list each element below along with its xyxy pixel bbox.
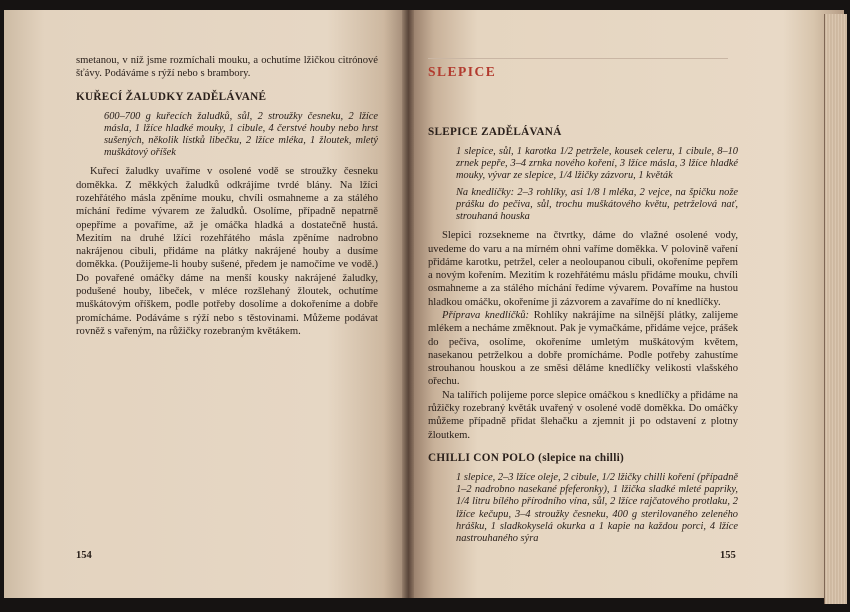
knedlicky-subheading: Příprava knedlíčků: [442,310,530,321]
serving-slepice: Na talířích polijeme porce slepice omáčkou s knedlíčky a přidáme na růžičky rozebraný květák uvařený v osolené vodě doměkka. Do omáčky můžeme případně přidat šlehačku a zjemnit ji po odstavení z plotny žloutkem. [428,389,738,441]
instructions-slepice: Slepici rozsekneme na čtvrtky, dáme do vlažné osolené vody, uvedeme do varu a na mírném ohni vaříme doměkka. V polovině vaření přidáme karotku, petržel, celer a neoloupanou cibuli, okořeníme pepřem a novým kořením. Mezitím k rozehřátému máslu přidáme mouku, chvíli osmahneme a za stálého míchání ředíme vývarem. Povaříme na hustou hladkou omáčku, okořeníme ji zázvorem a zavaříme do ní knedlíčky. [428,230,738,308]
recipe-title-kureci-zaludky: KUŘECÍ ŽALUDKY ZADĚLÁVANÉ [76,90,267,103]
left-intro-paragraph: smetanou, v níž jsme rozmíchali mouku, a ochutíme lžičkou citrónové šťávy. Podáváme s rýží nebo s brambory. [76,55,378,80]
instructions-kureci-zaludky: Kuřecí žaludky uvaříme v osolené vodě se stroužky česneku doměkka. Z měkkých žaludků odkrájíme tvrdé blány. Na lžíci rozehřátého másla zpěníme mouku, chvíli osmahneme a za stálého míchání ředíme vývarem ze žaludků. Osolíme, případně nepatrně opepříme a povaříme, až je omáčka hladká a dostatečně hustá. Mezitím na druhé lžíci rozehřátého másla zpěníme nadrobno nakrájenou cibuli, přidáme na plátky nakrájené houby a dusíme doměkka. (Použijeme-li houby sušené, předem je namočíme ve vodě.) Do povařené omáčky dáme na menší kousky nakrájené žaludky, podušené houby, libeček, v mléce rozšlehaný žloutek, ochutíme muškátovým oříškem, podle potřeby dosolíme a dokořeníme a dobře promícháme. Podáváme s rýží nebo s těstovinami. Můžeme podávat rovněž s vařeným, na růžičky rozebraným květákem. [76,166,378,337]
ingredients-chilli-con-polo: 1 slepice, 2–3 lžíce oleje, 2 cibule, 1/2 lžičky chilli koření (případně 1–2 nadrobno nasekané pfeferonky), 1 lžička sladké mleté papriky, 1/4 litru bílého přírodního vína, sůl, 2 lžíce rajčatového protlaku, 2 lžíce kečupu, 3–4 stroužky česneku, 400 g sterilovaného zeleného hrášku, 1 sladkokyselá okurka a 1 kapie na každou porci, 4 lžíce nastrouhaného sýra [456,471,738,544]
ingredients-knedlicky: Na knedlíčky: 2–3 rohlíky, asi 1/8 l mléka, 2 vejce, na špičku nože prášku do pečiva, sůl, trochu muškátového květu, petrželová nať, strouhaná houska [456,186,738,223]
ingredients-kureci-zaludky: 600–700 g kuřecích žaludků, sůl, 2 stroužky česneku, 2 lžíce másla, 1 lžíce hladké mouky, 1 cibule, 4 čerstvé houby nebo hrst sušených, několik lístků libečku, 2 lžíce mléka, 1 žloutek, mletý muškátový oříšek [104,110,378,159]
chapter-rule [428,58,728,59]
page-number-left: 154 [76,550,92,561]
book-gutter [402,10,414,598]
left-page-text [76,54,378,338]
instructions-knedlicky [428,309,738,389]
page-edges [824,14,847,604]
recipe-title-chilli-con-polo: CHILLI CON POLO (slepice na chilli) [428,451,625,464]
recipe-title-slepice-zadelavana: SLEPICE ZADĚLÁVANÁ [428,126,562,138]
chapter-title: SLEPICE [428,64,497,79]
right-page-text [428,126,738,551]
knedlicky-text: Rohlíky nakrájíme na silnější plátky, zalijeme mlékem a necháme změknout. Pak je vymačkáme, přidáme vejce, prášek do pečiva, osolíme, okořeníme umletým muškátovým květem, nasekanou petrželkou a dobře promícháme. Podle potřeby zahustíme strouhanou houskou a ze směsi děláme knedlíčky velikosti vlašského ořechu. [428,310,739,388]
page-number-right: 155 [720,550,736,561]
ingredients-slepice: 1 slepice, sůl, 1 karotka 1/2 petržele, kousek celeru, 1 cibule, 8–10 zrnek pepře, 3–4 zrnka nového koření, 3 lžíce másla, 3 lžíce hladké mouky, vývar ze slepice, 1/4 lžičky zázvoru, 1 květák [456,146,738,182]
open-book [4,10,846,606]
